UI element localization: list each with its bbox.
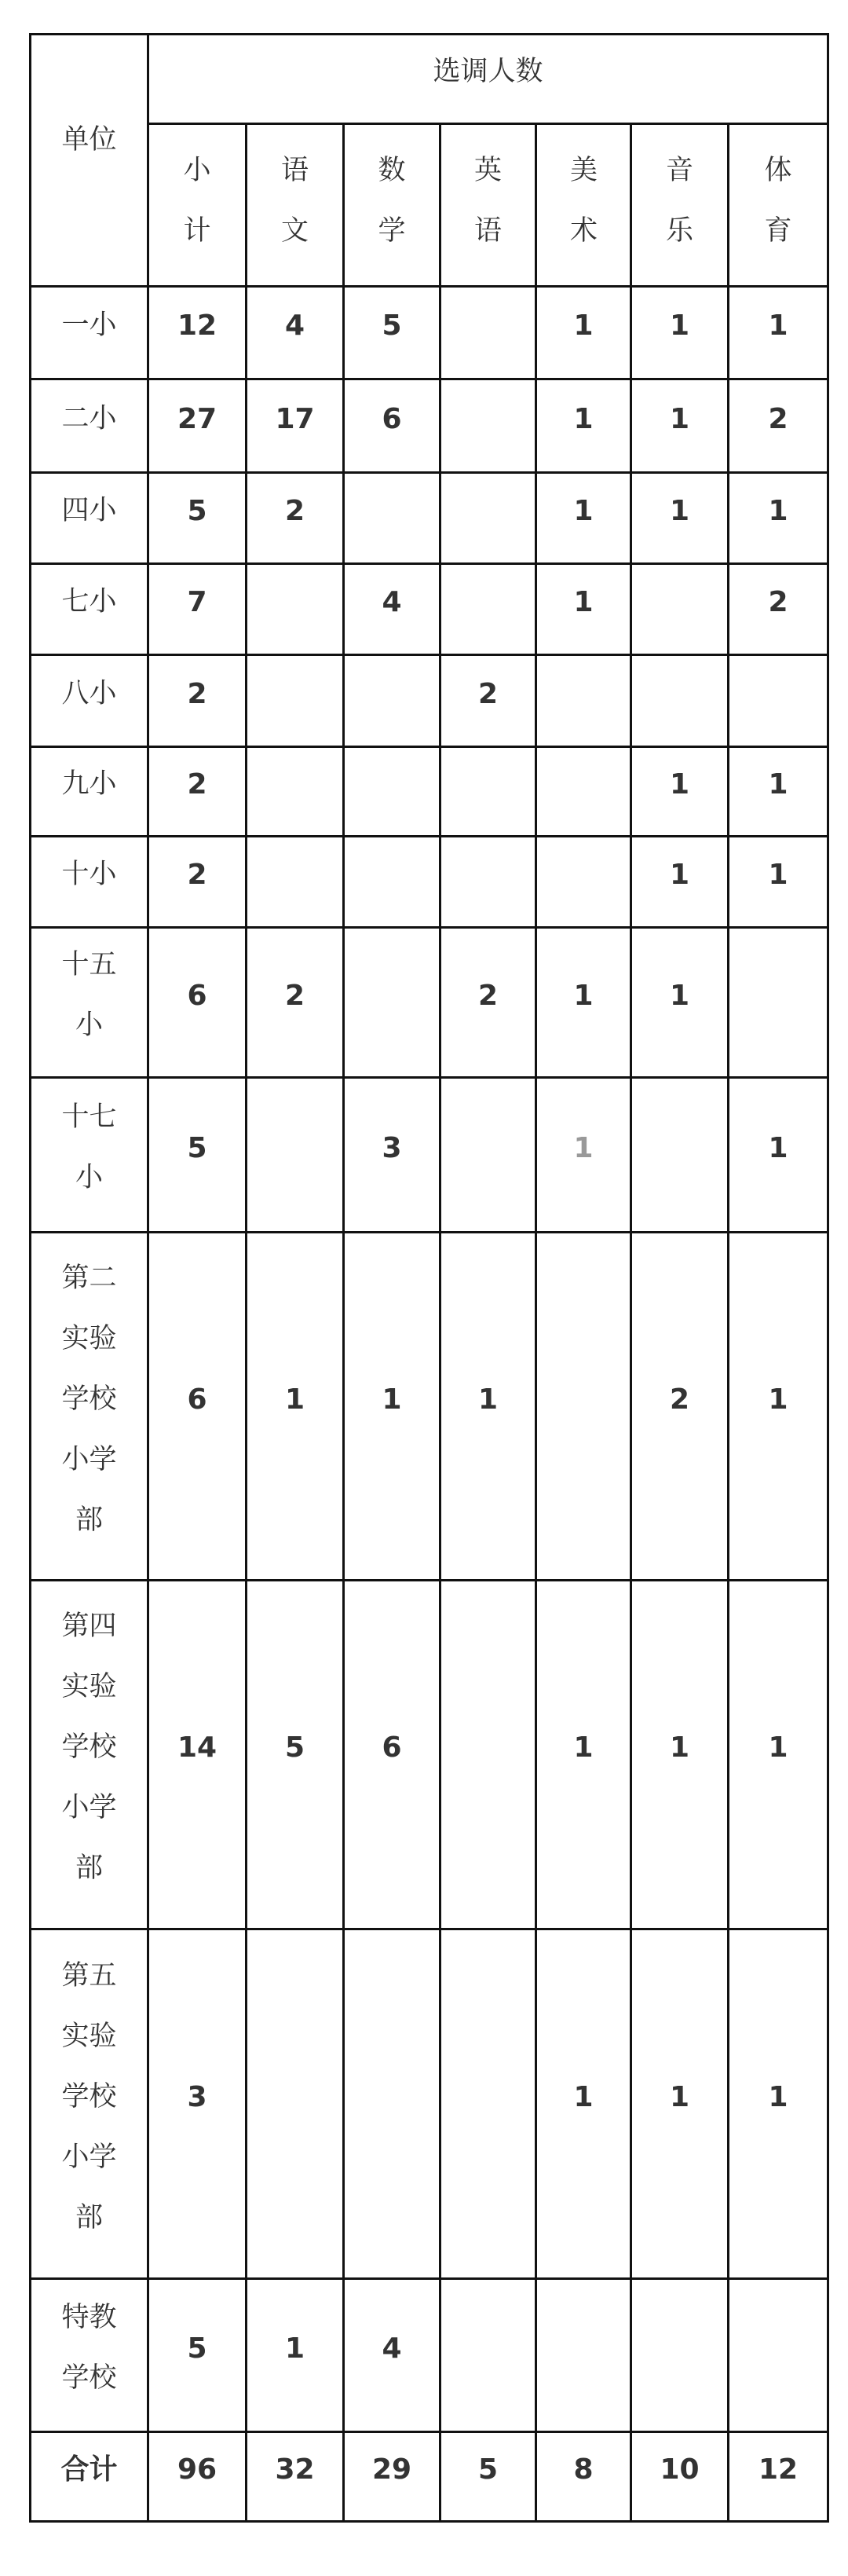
cell-art: 1	[536, 473, 631, 564]
cell-art: 1	[536, 1078, 631, 1233]
cell-subtotal: 96	[148, 2432, 247, 2522]
table-row	[31, 747, 828, 837]
cell-chinese	[247, 747, 344, 837]
cell-math: 29	[344, 2432, 440, 2522]
cell-art: 1	[536, 1929, 631, 2279]
cell-art	[536, 1233, 631, 1581]
cell-chinese	[247, 564, 344, 655]
cell-english	[440, 1929, 536, 2279]
header-row-subjects	[31, 124, 828, 287]
cell-subtotal: 2	[148, 747, 247, 837]
row-unit: 七小	[31, 564, 148, 655]
table-row	[31, 2279, 828, 2432]
row-unit: 十小	[31, 837, 148, 928]
cell-chinese	[247, 837, 344, 928]
row-unit: 合计	[31, 2432, 148, 2522]
cell-chinese	[247, 655, 344, 747]
cell-math	[344, 837, 440, 928]
row-unit: 十五小	[31, 928, 148, 1078]
header-art: 美术	[536, 124, 631, 287]
cell-math: 6	[344, 1581, 440, 1929]
cell-music: 2	[631, 1233, 729, 1581]
header-unit: 单位	[31, 35, 148, 287]
cell-art	[536, 655, 631, 747]
cell-chinese: 1	[247, 2279, 344, 2432]
cell-subtotal: 27	[148, 379, 247, 473]
cell-pe: 1	[729, 747, 828, 837]
cell-pe: 1	[729, 1581, 828, 1929]
cell-english	[440, 564, 536, 655]
cell-subtotal: 3	[148, 1929, 247, 2279]
cell-music: 1	[631, 837, 729, 928]
cell-pe: 1	[729, 837, 828, 928]
row-unit: 第四实验学校小学部	[31, 1581, 148, 1929]
cell-chinese: 1	[247, 1233, 344, 1581]
cell-music	[631, 564, 729, 655]
row-unit: 一小	[31, 287, 148, 379]
table-row	[31, 928, 828, 1078]
cell-english: 2	[440, 928, 536, 1078]
cell-english	[440, 1581, 536, 1929]
cell-music: 1	[631, 1929, 729, 2279]
cell-math: 1	[344, 1233, 440, 1581]
cell-subtotal: 2	[148, 655, 247, 747]
cell-english	[440, 1078, 536, 1233]
cell-art	[536, 2279, 631, 2432]
cell-music	[631, 655, 729, 747]
cell-pe: 1	[729, 1929, 828, 2279]
row-unit: 十七小	[31, 1078, 148, 1233]
cell-art: 1	[536, 379, 631, 473]
cell-subtotal: 5	[148, 473, 247, 564]
cell-math	[344, 928, 440, 1078]
cell-english	[440, 379, 536, 473]
cell-subtotal: 6	[148, 928, 247, 1078]
header-row-group	[31, 35, 828, 124]
table-row	[31, 837, 828, 928]
cell-pe: 1	[729, 1078, 828, 1233]
table-body	[31, 287, 828, 2522]
table-row	[31, 287, 828, 379]
cell-math: 6	[344, 379, 440, 473]
cell-pe	[729, 655, 828, 747]
row-unit: 特教学校	[31, 2279, 148, 2432]
cell-english	[440, 287, 536, 379]
row-unit: 第二实验学校小学部	[31, 1233, 148, 1581]
cell-subtotal: 5	[148, 2279, 247, 2432]
header-english: 英语	[440, 124, 536, 287]
cell-pe: 1	[729, 473, 828, 564]
cell-math: 4	[344, 564, 440, 655]
table-row	[31, 1929, 828, 2279]
cell-chinese	[247, 1078, 344, 1233]
header-group: 选调人数	[148, 35, 828, 124]
row-unit: 八小	[31, 655, 148, 747]
table-row	[31, 473, 828, 564]
row-unit: 二小	[31, 379, 148, 473]
table-row	[31, 564, 828, 655]
row-unit: 四小	[31, 473, 148, 564]
header-pe: 体育	[729, 124, 828, 287]
cell-pe	[729, 2279, 828, 2432]
cell-english: 5	[440, 2432, 536, 2522]
table-row	[31, 379, 828, 473]
cell-subtotal: 7	[148, 564, 247, 655]
cell-art	[536, 747, 631, 837]
cell-subtotal: 12	[148, 287, 247, 379]
header-music: 音乐	[631, 124, 729, 287]
total-row	[31, 2432, 828, 2522]
cell-english	[440, 2279, 536, 2432]
cell-pe: 12	[729, 2432, 828, 2522]
cell-art	[536, 837, 631, 928]
cell-english: 2	[440, 655, 536, 747]
cell-chinese: 17	[247, 379, 344, 473]
cell-chinese: 5	[247, 1581, 344, 1929]
header-math: 数学	[344, 124, 440, 287]
cell-pe: 1	[729, 1233, 828, 1581]
cell-chinese: 4	[247, 287, 344, 379]
cell-english	[440, 473, 536, 564]
cell-math	[344, 655, 440, 747]
staff-transfer-table	[29, 33, 829, 2523]
cell-english	[440, 837, 536, 928]
row-unit: 九小	[31, 747, 148, 837]
cell-math: 4	[344, 2279, 440, 2432]
cell-pe: 1	[729, 287, 828, 379]
table-row	[31, 1233, 828, 1581]
cell-music: 1	[631, 1581, 729, 1929]
table-row	[31, 655, 828, 747]
cell-music: 1	[631, 747, 729, 837]
cell-math: 5	[344, 287, 440, 379]
header-chinese: 语文	[247, 124, 344, 287]
cell-subtotal: 5	[148, 1078, 247, 1233]
cell-math	[344, 1929, 440, 2279]
cell-math	[344, 473, 440, 564]
cell-math	[344, 747, 440, 837]
cell-art: 1	[536, 1581, 631, 1929]
table-row	[31, 1581, 828, 1929]
row-unit: 第五实验学校小学部	[31, 1929, 148, 2279]
cell-art: 1	[536, 928, 631, 1078]
cell-music: 1	[631, 379, 729, 473]
table-row	[31, 1078, 828, 1233]
cell-art: 1	[536, 564, 631, 655]
header-subtotal: 小计	[148, 124, 247, 287]
cell-math: 3	[344, 1078, 440, 1233]
cell-music	[631, 1078, 729, 1233]
cell-music: 10	[631, 2432, 729, 2522]
cell-english: 1	[440, 1233, 536, 1581]
cell-chinese: 2	[247, 928, 344, 1078]
cell-art: 1	[536, 287, 631, 379]
cell-music: 1	[631, 287, 729, 379]
cell-music: 1	[631, 928, 729, 1078]
cell-subtotal: 14	[148, 1581, 247, 1929]
cell-subtotal: 6	[148, 1233, 247, 1581]
cell-pe: 2	[729, 564, 828, 655]
cell-art: 8	[536, 2432, 631, 2522]
cell-subtotal: 2	[148, 837, 247, 928]
cell-english	[440, 747, 536, 837]
cell-chinese: 2	[247, 473, 344, 564]
cell-chinese	[247, 1929, 344, 2279]
cell-pe	[729, 928, 828, 1078]
cell-pe: 2	[729, 379, 828, 473]
cell-music: 1	[631, 473, 729, 564]
cell-music	[631, 2279, 729, 2432]
cell-chinese: 32	[247, 2432, 344, 2522]
